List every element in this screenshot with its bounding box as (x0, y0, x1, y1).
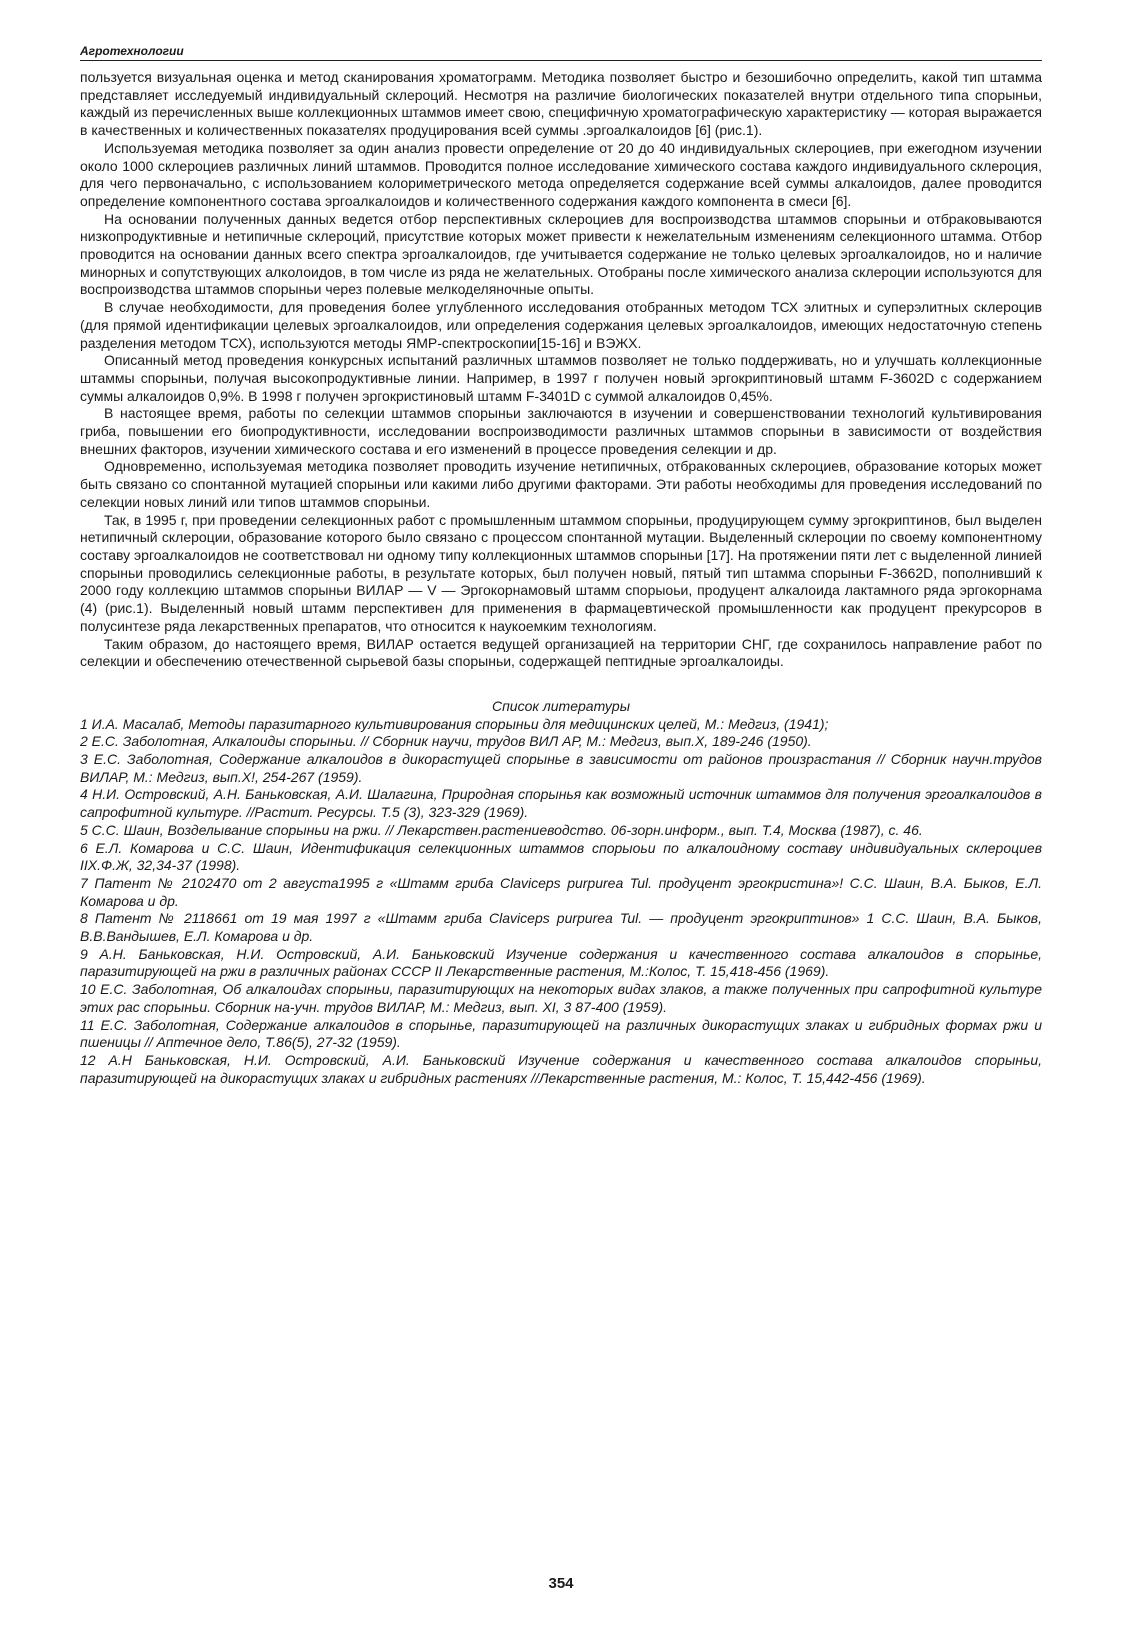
body-paragraph: Используемая методика позволяет за один анализ провести определение от 20 до 40 индивидуальных склероциев, при ежегодном изучении около 1000 склероциев различных линий штаммов. Проводится полное исследование химического состава каждого индивидуального склероция, для чего первоначально, с использованием колориметрического метода определяется содержание всей суммы алкалоидов, далее проводится определение компонентного состава эргоалкалоидов и количественного содержания каждого компонента в смеси [6]. (80, 139, 1042, 209)
reference-item: 4 Н.И. Островский, А.Н. Баньковская, А.И. Шалагина, Природная спорынья как возможный источник штаммов для получения эргоалкалоидов в сапрофитной культуре. //Растит. Ресурсы. Т.5 (3), 323-329 (1969). (80, 786, 1042, 821)
article-body (80, 69, 1042, 671)
reference-item: 3 Е.С. Заболотная, Содержание алкалоидов в дикорастущей спорынье в зависимости от районов произрастания // Сборник научн.трудов ВИЛАР, М.: Медгиз, вып.Х!, 254-267 (1959). (80, 751, 1042, 785)
body-paragraph: Таким образом, до настоящего время, ВИЛАР остается ведущей организацией на территории СНГ, где сохранилось направление работ по селекции и обеспечению отечественной сырьевой базы спорыньи, содержащей пептидные эргоалкалоиды. (80, 635, 1042, 670)
body-paragraph: пользуется визуальная оценка и метод сканирования хроматограмм. Методика позволяет быстро и безошибочно определить, какой тип штамма представляет исследуемый индивидуальный склероций. Несмотря на различие биологических показателей внутри отдельного типа спорыньи, каждый из перечисленных выше коллекционных штаммов имеет свою, специфичную хроматографическую характеристику — которая выражается в качественных и количественных показателях продуцирования всей суммы .эргоалкалоидов [6] (рис.1). (80, 69, 1042, 139)
reference-item: 1 И.А. Масалаб, Методы паразитарного культивирования спорыньи для медицинских целей, М.: Медгиз, (1941); (80, 715, 829, 732)
page-number: 354 (548, 1575, 574, 1592)
reference-item: 6 Е.Л. Комарова и С.С. Шаин, Идентификация селекционных штаммов спорыоьи по алкалоидному составу индивидуальных склероциев IIХ.Ф.Ж, 32,34-37 (1998). (80, 839, 1042, 874)
reference-item: 12 А.Н Баньковская, Н.И. Островский, А.И. Баньковский Изучение содержания и качественного состава алкалоидов спорыньи, паразитирующей на дикорастущих злаках и гибридных растениях //Лекарственные растения, М.: Колос, Т. 15,442-456 (1969). (80, 1051, 1042, 1086)
body-paragraph: Одновременно, используемая методика позволяет проводить изучение нетипичных, отбракованных склероциев, образование которых может быть связано со спонтанной мутацией спорыньи или какими либо другими факторами. Эти работы необходимы для проведения исследований по селекции новых линий или типов штаммов спорыньи. (80, 458, 1042, 510)
reference-item: 7 Патент № 2102470 от 2 августа1995 г «Штамм гриба Claviceps purpurea Tul. продуцент эргокристина»! С.С. Шаин, В.А. Быков, Е.Л. Комарова и др. (80, 874, 1042, 909)
page (80, 44, 1042, 1087)
reference-item: 10 Е.С. Заболотная, Об алкалоидах спорыньи, паразитирующих на некоторых видах злаков, а также полученных при сапрофитной культуре этих рас спорыньи. Сборник на-учн. трудов ВИЛАР, М.: Медгиз, вып. XI, 3 87-400 (1959). (80, 981, 1042, 1015)
references-section (80, 698, 1042, 1087)
references-title: Список литературы (491, 697, 631, 714)
reference-item: 5 С.С. Шаин, Возделывание спорыньи на ржи. // Лекарствен.растениеводство. 06-зорн.информ., вып. Т.4, Москва (1987), с. 46. (80, 821, 923, 838)
reference-item: 8 Патент № 2118661 от 19 мая 1997 г «Штамм гриба Claviceps purpurea Tul. — продуцент эргокриптинов» 1 С.С. Шаин, В.А. Быков, В.В.Вандышев, Е.Л. Комарова и др. (80, 910, 1042, 945)
body-paragraph: Описанный метод проведения конкурсных испытаний различных штаммов позволяет не только поддерживать, но и улучшать коллекционные штаммы спорыньи, получая высокопродуктивные линии. Например, в 1997 г получен новый эргокриптиновый штамм F-3602D с содержанием суммы алкалоидов 0,9%. В 1998 г получен эргокристиновый штамм F-3401D с суммой алкалоидов 0,45%. (80, 352, 1042, 404)
reference-item: 9 А.Н. Баньковская, Н.И. Островский, А.И. Баньковский Изучение содержания и качественного состава алкалоидов в спорынье, паразитирующей на ржи в различных районах СССР II Лекарственные растения, М.:Колос, Т. 15,418-456 (1969). (80, 945, 1042, 980)
body-paragraph: В случае необходимости, для проведения более углубленного исследования отобранных методом ТСХ элитных и суперэлитных склероцив (для прямой идентификации целевых эргоалкалоидов, или определения содержания целевых эргоалкалоидов, имеющих недостаточную степень разделения методом ТСХ), используются методы ЯМР-спектроскопии[15-16] и ВЭЖХ. (80, 299, 1042, 351)
reference-item: 11 Е.С. Заболотная, Содержание алкалоидов в спорынье, паразитирующей на различных дикорастущих злаках и гибридных формах ржи и пшеницы // Аптечное дело, Т.86(5), 27-32 (1959). (80, 1016, 1042, 1051)
body-paragraph: В настоящее время, работы по селекции штаммов спорыньи заключаются в изучении и совершенствовании технологий культивирования гриба, повышении его биопродуктивности, исследовании воспроизводимости различных штаммов спорыньи в зависимости от воздействия внешних факторов, изучении химического состава и его изменений в процессе проведения селекции и др. (80, 405, 1042, 457)
body-paragraph: На основании полученных данных ведется отбор перспективных склероциев для воспроизводства штаммов спорыньи и отбраковываются низкопродуктивные и нетипичные склероций, присутствие которых может привести к нежелательным изменениям селекционного штамма. Отбор проводится на основании данных всего спектра эргоалкалоидов, где учитывается содержание не только целевых эргоалкалоидов, но и наличие минорных и сопутствующих алколоидов, в том числе из ряда не желательных. Отобраны после химического анализа склероции используются для воспроизводства штаммов спорыньи через полевые мелкоделяночные опыты. (80, 210, 1042, 298)
reference-item: 2 Е.С. Заболотная, Алкалоиды спорыньи. // Сборник научи, трудов ВИЛ АР, М.: Медгиз, вып.Х, 189-246 (1950). (80, 733, 812, 750)
running-header: Агротехнологии (80, 44, 1042, 61)
body-paragraph: Так, в 1995 г, при проведении селекционных работ с промышленным штаммом спорыньи, продуцирующем сумму эргокриптинов, был выделен нетипичный склероции, образование которого было связано с процессом спонтанной мутации. Выделенный склероции по своему компонентному составу эргоалкалоидов не соответствовал ни одному типу коллекционных штаммов спорыньи [17]. На протяжении пяти лет с выделенной линией спорыньи проводились селекционные работы, в результате которых, был получен новый, пятый тип штамма спорыньи F-3662D, пополнивший к 2000 году коллекцию штаммов спорыньи ВИЛАР — V — Эргокорнамовый штамм спорыоьи, продуцент алкалоида лактамного ряда эргокорнама (4) (рис.1). Выделенный новый штамм перспективен для применения в фармацевтической промышленности как продуцент прекурсоров в полусинтезе ряда лекарственных препаратов, что относится к наукоемким технологиям. (80, 511, 1042, 634)
